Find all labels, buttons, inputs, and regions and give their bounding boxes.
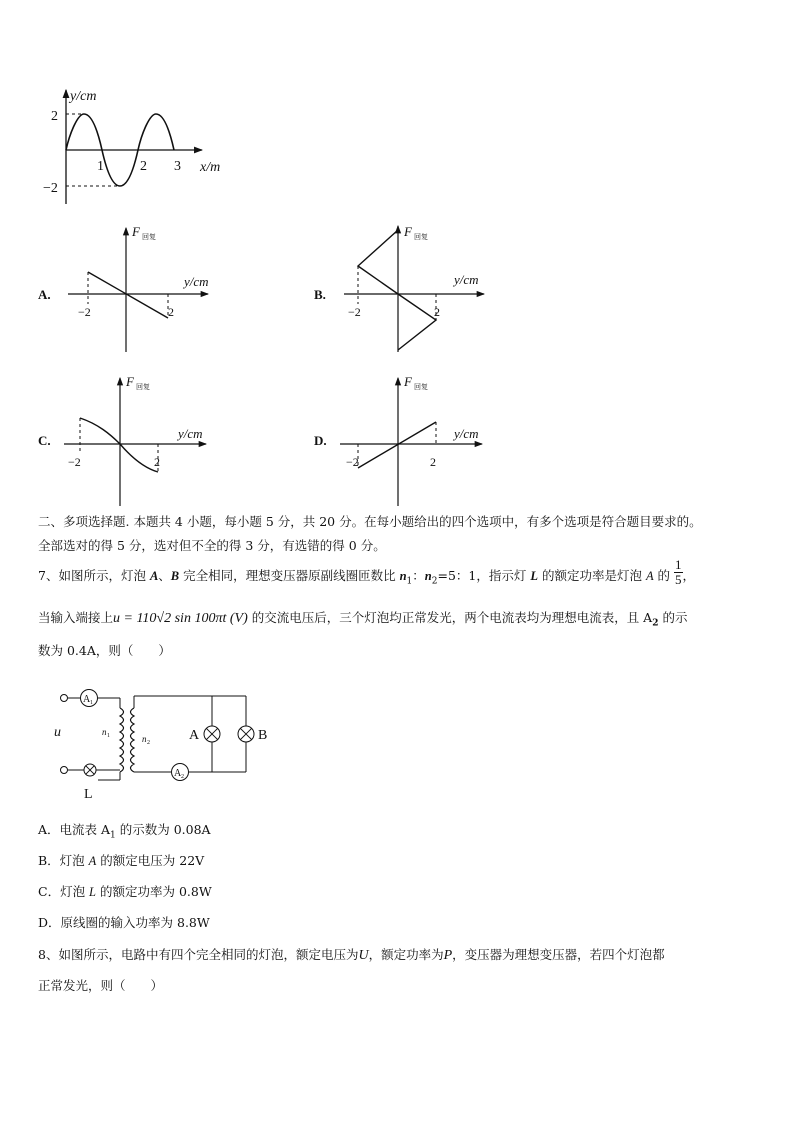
svg-text:2: 2 — [147, 740, 150, 746]
q8-line2: 正常发光，则（ ） — [38, 978, 164, 993]
svg-text:回复: 回复 — [142, 233, 156, 241]
svg-text:y/cm: y/cm — [454, 426, 479, 441]
svg-text:1: 1 — [90, 700, 93, 706]
section2-line2: 全部选对的得 5 分，选对但不全的得 3 分，有选错的得 0 分。 — [38, 538, 386, 553]
input-terminal-bottom — [61, 767, 68, 774]
q8-line1: 8、如图所示，电路中有四个完全相同的灯泡，额定电压为U，额定功率为P，变压器为理想变压器，若四个灯泡都 — [38, 947, 665, 963]
wave-x-tick-3: 3 — [174, 159, 181, 174]
svg-text:F: F — [126, 374, 134, 389]
svg-text:n: n — [142, 734, 147, 744]
option-a-line — [88, 272, 168, 318]
wave-x-tick-1: 1 — [97, 159, 104, 174]
svg-text:2: 2 — [154, 455, 160, 469]
svg-text:y/cm: y/cm — [454, 272, 479, 287]
wave-y-tick-2: 2 — [51, 109, 58, 124]
svg-text:F: F — [132, 224, 140, 239]
wave-y-label: y/cm — [70, 89, 97, 104]
svg-text:u: u — [54, 725, 61, 740]
option-d-letter: D. — [314, 433, 327, 448]
q7-line3: 数为 0.4A，则（ ） — [38, 643, 171, 658]
option-b-letter: B. — [314, 287, 326, 302]
svg-text:y/cm: y/cm — [178, 426, 203, 441]
svg-text:回复: 回复 — [136, 383, 150, 391]
svg-text:回复: 回复 — [414, 383, 428, 391]
wave-graph — [40, 80, 240, 210]
option-d-line — [358, 422, 436, 468]
q7-option-b: B．灯泡 A 的额定电压为 22V — [38, 853, 205, 868]
q7-option-c: C．灯泡 L 的额定功率为 0.8W — [38, 884, 212, 899]
svg-text:回复: 回复 — [414, 233, 428, 241]
option-b-graph — [336, 220, 506, 360]
svg-text:A: A — [174, 768, 182, 779]
option-a-letter: A. — [38, 287, 51, 302]
option-c-graph — [60, 370, 230, 510]
transformer-circuit — [50, 680, 290, 810]
q7-fraction: $\frac{1}{5}$ — [675, 557, 682, 587]
svg-text:−2: −2 — [68, 455, 81, 469]
svg-text:A: A — [189, 728, 200, 743]
svg-text:2: 2 — [168, 305, 174, 319]
svg-text:2: 2 — [181, 774, 184, 780]
svg-text:n: n — [102, 727, 107, 737]
svg-text:y/cm: y/cm — [184, 274, 209, 289]
svg-text:A: A — [83, 694, 91, 705]
q7-option-d: D．原线圈的输入功率为 8.8W — [38, 915, 210, 930]
svg-text:F: F — [404, 374, 412, 389]
svg-text:L: L — [84, 787, 93, 802]
q7-line1: 7、如图所示，灯泡 A、B 完全相同，理想变压器原副线圈匝数比 $n_1$：$n_2=5$：1，指示灯 L 的额定功率是灯泡 A 的 $\frac{1}{5}$ ， — [38, 557, 696, 587]
svg-text:−2: −2 — [78, 305, 91, 319]
svg-text:2: 2 — [430, 455, 436, 469]
svg-text:−2: −2 — [348, 305, 361, 319]
option-d-graph — [336, 370, 506, 510]
secondary-coil — [131, 708, 135, 772]
option-c-curve — [80, 418, 158, 472]
q7-line2: 当输入端接上u = 110√2 sin 100πt (V) 的交流电压后，三个灯泡均正常发光，两个电流表均为理想电流表，且 $A_2$ 的示 — [38, 610, 688, 629]
svg-text:−2: −2 — [346, 455, 359, 469]
section2-line1: 二、多项选择题. 本题共 4 小题，每小题 5 分，共 20 分。在每小题给出的四个选项中，有多个选项是符合题目要求的。 — [38, 514, 702, 529]
wave-y-tick-neg2: −2 — [43, 181, 58, 196]
option-b-line — [358, 230, 436, 350]
wave-x-label: x/m — [200, 160, 221, 175]
svg-text:F: F — [404, 224, 412, 239]
q7-formula: u = 110√2 sin 100πt (V) — [113, 611, 248, 626]
svg-text:2: 2 — [434, 305, 440, 319]
svg-text:1: 1 — [107, 733, 110, 739]
option-c-letter: C. — [38, 433, 51, 448]
wave-x-tick-2: 2 — [140, 159, 147, 174]
svg-text:B: B — [258, 728, 268, 743]
q7-option-a: A．电流表 $A_1$ 的示数为 0.08A — [38, 822, 211, 841]
input-terminal-top — [61, 695, 68, 702]
option-a-graph — [60, 220, 230, 360]
primary-coil — [120, 708, 124, 772]
